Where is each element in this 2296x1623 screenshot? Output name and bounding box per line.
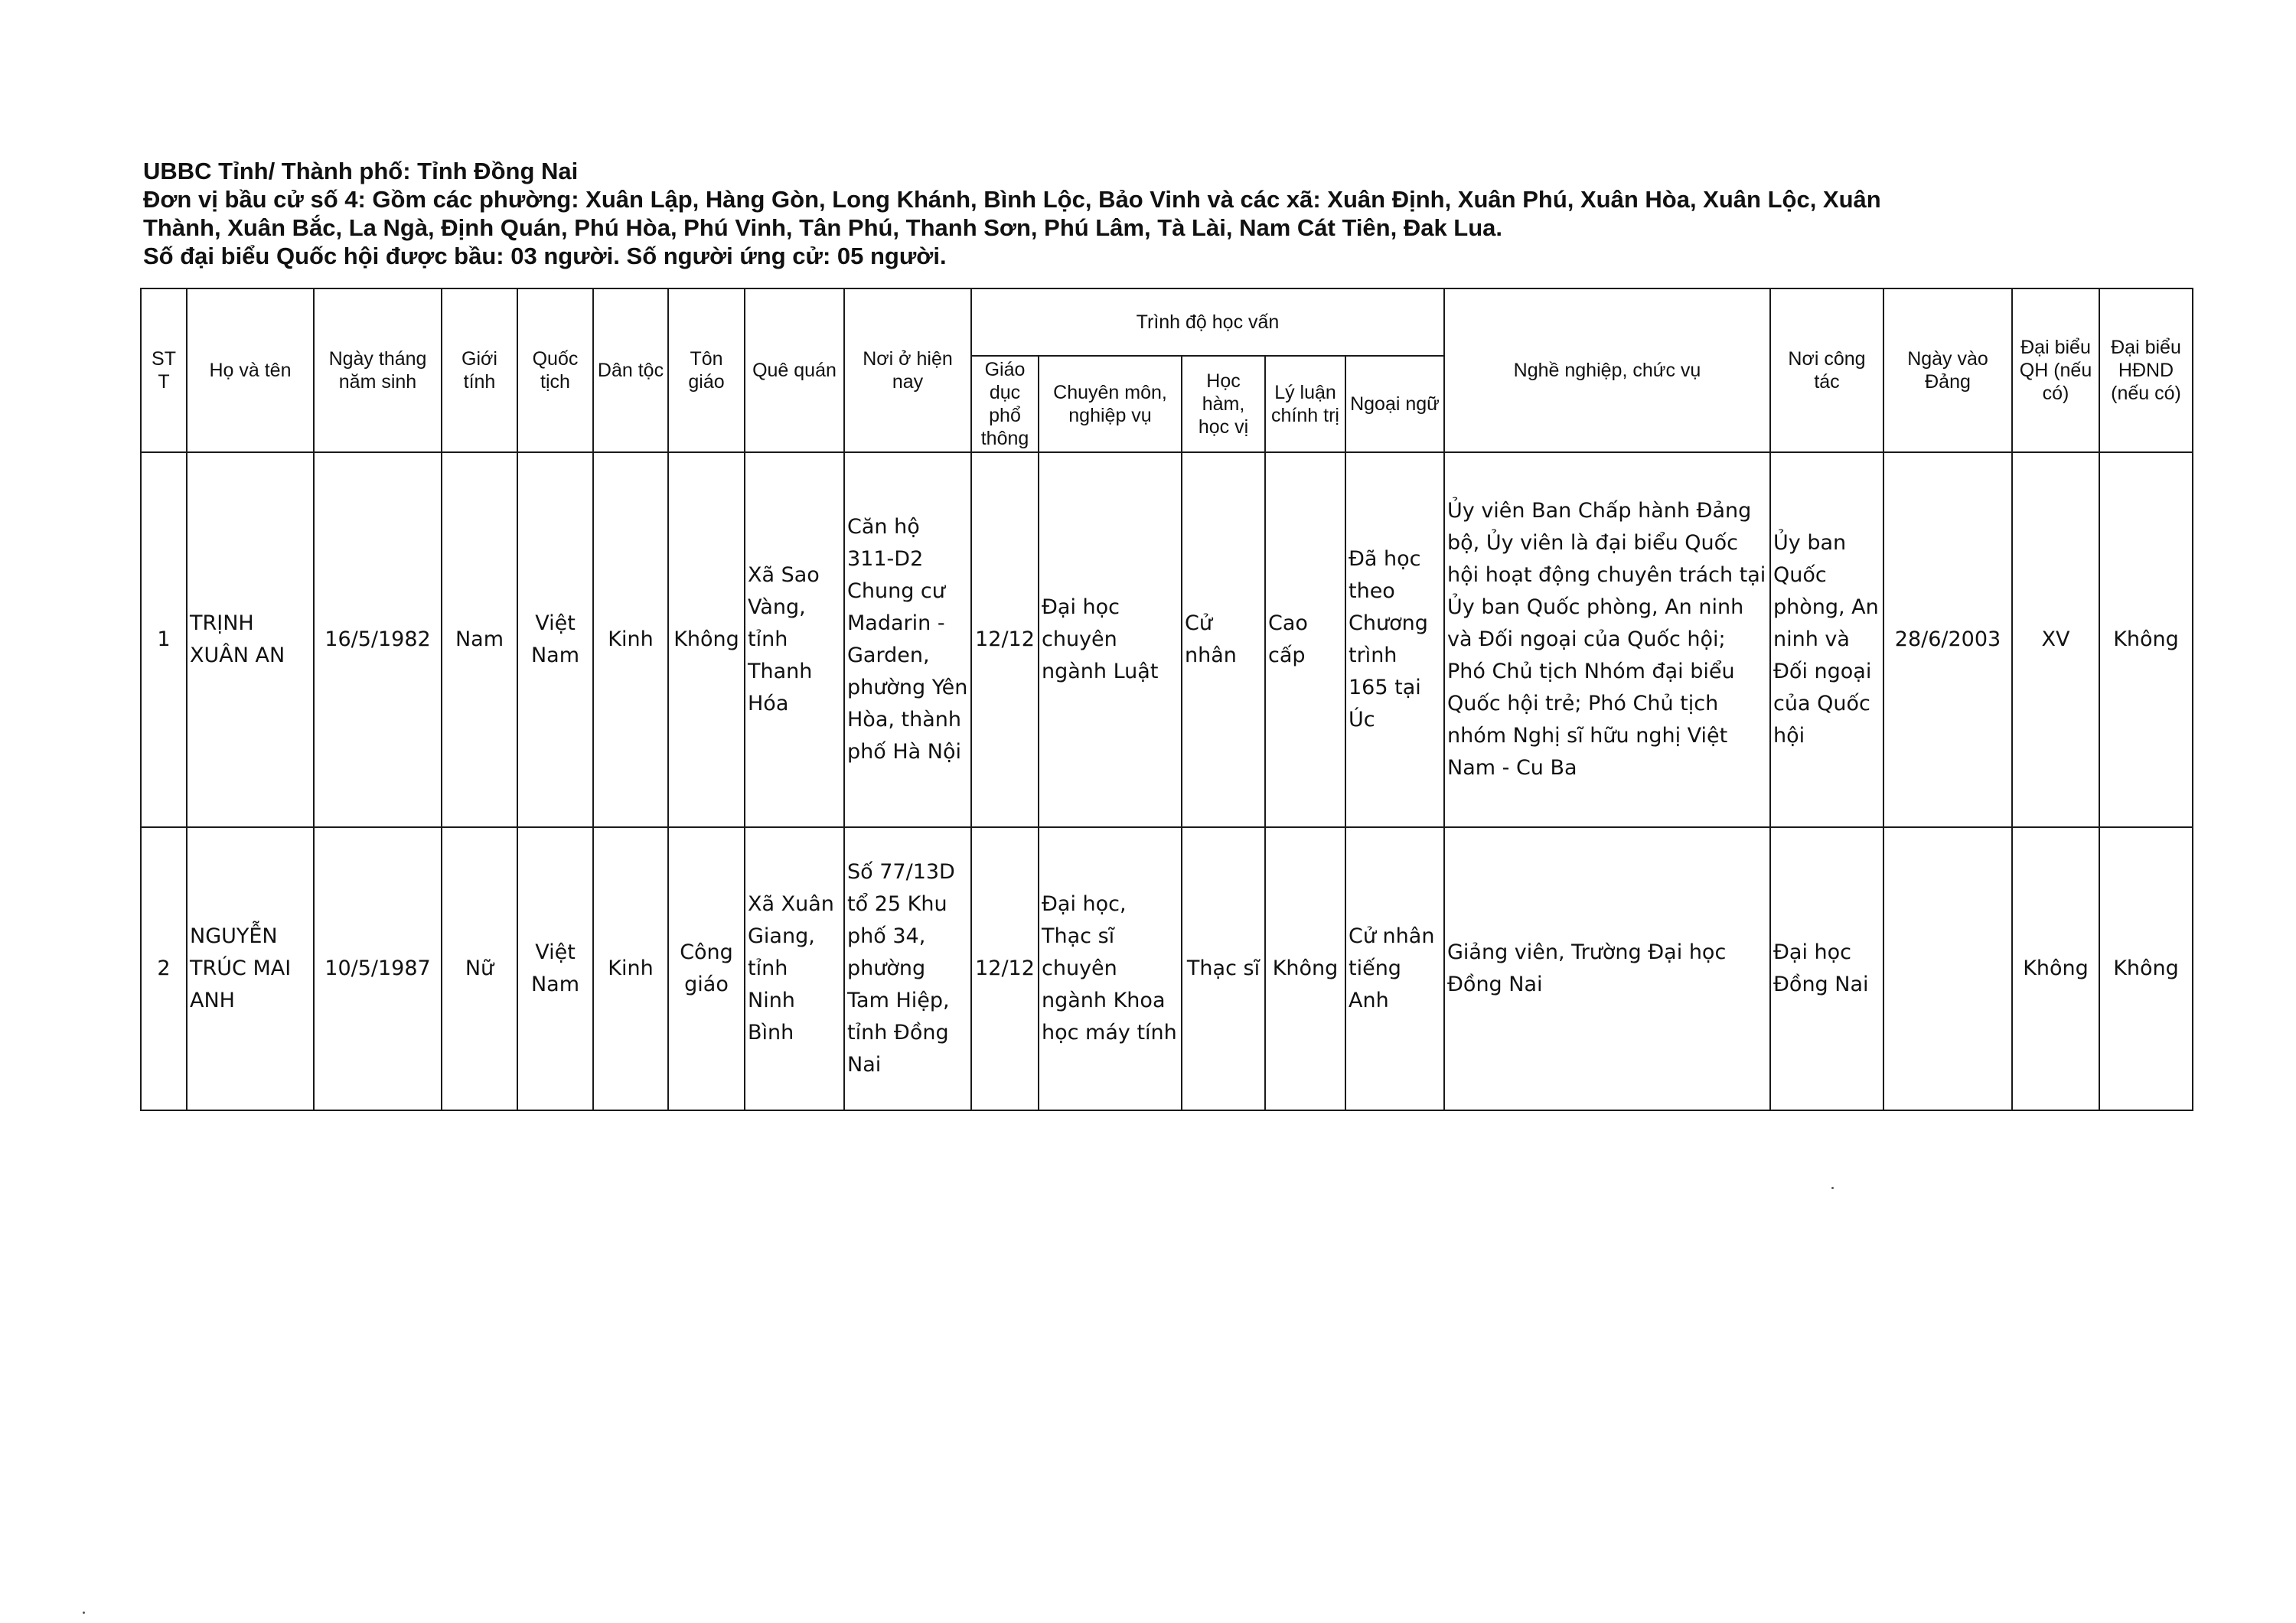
cell-nationality: Việt Nam <box>517 827 593 1110</box>
col-religion: Tôn giáo <box>668 288 745 452</box>
cell-political: Cao cấp <box>1265 452 1345 827</box>
col-name: Họ và tên <box>187 288 314 452</box>
col-workplace: Nơi công tác <box>1770 288 1883 452</box>
cell-degree: Thạc sĩ <box>1182 827 1265 1110</box>
cell-specialty: Đại học chuyên ngành Luật <box>1039 452 1182 827</box>
col-gender: Giới tính <box>442 288 517 452</box>
cell-specialty: Đại học, Thạc sĩ chuyên ngành Khoa học máy tính <box>1039 827 1182 1110</box>
cell-gender: Nữ <box>442 827 517 1110</box>
cell-religion: Không <box>668 452 745 827</box>
cell-hometown: Xã Xuân Giang, tỉnh Ninh Bình <box>745 827 844 1110</box>
col-occupation: Nghề nghiệp, chức vụ <box>1444 288 1770 452</box>
heading-seats: Số đại biểu Quốc hội được bầu: 03 người. Số người ứng cử: 05 người. <box>143 243 947 269</box>
table-row <box>141 827 2193 1110</box>
col-hometown: Quê quán <box>745 288 844 452</box>
cell-stt: 2 <box>141 827 187 1110</box>
cell-ethnicity: Kinh <box>593 452 668 827</box>
cell-general-edu: 12/12 <box>971 452 1039 827</box>
cell-residence: Số 77/13D tổ 25 Khu phố 34, phường Tam Hiệp, tỉnh Đồng Nai <box>844 827 971 1110</box>
col-general-edu: Giáo dục phổ thông <box>971 356 1039 452</box>
col-nationality: Quốc tịch <box>517 288 593 452</box>
cell-pc-delegate: Không <box>2099 452 2193 827</box>
table-row <box>141 452 2193 827</box>
document-heading <box>143 157 2210 270</box>
cell-stt: 1 <box>141 452 187 827</box>
cell-na-delegate: Không <box>2012 827 2099 1110</box>
cell-dob: 16/5/1982 <box>314 452 442 827</box>
cell-pc-delegate: Không <box>2099 827 2193 1110</box>
cell-party-date <box>1883 827 2012 1110</box>
cell-gender: Nam <box>442 452 517 827</box>
cell-na-delegate: XV <box>2012 452 2099 827</box>
cell-ethnicity: Kinh <box>593 827 668 1110</box>
col-education-group: Trình độ học vấn <box>971 288 1444 356</box>
cell-workplace: Đại học Đồng Nai <box>1770 827 1883 1110</box>
cell-name: NGUYỄN TRÚC MAI ANH <box>187 827 314 1110</box>
col-language: Ngoại ngữ <box>1345 356 1444 452</box>
cell-residence: Căn hộ 311-D2 Chung cư Madarin - Garden, phường Yên Hòa, thành phố Hà Nội <box>844 452 971 827</box>
col-political: Lý luận chính trị <box>1265 356 1345 452</box>
cell-degree: Cử nhân <box>1182 452 1265 827</box>
col-party-date: Ngày vào Đảng <box>1883 288 2012 452</box>
col-stt: ST T <box>141 288 187 452</box>
candidate-table <box>140 288 2193 1111</box>
col-degree: Học hàm, học vị <box>1182 356 1265 452</box>
cell-dob: 10/5/1987 <box>314 827 442 1110</box>
cell-language: Đã học theo Chương trình 165 tại Úc <box>1345 452 1444 827</box>
cell-workplace: Ủy ban Quốc phòng, An ninh và Đối ngoại của Quốc hội <box>1770 452 1883 827</box>
heading-unit-cont: Thành, Xuân Bắc, La Ngà, Định Quán, Phú Hòa, Phú Vinh, Tân Phú, Thanh Sơn, Phú Lâm, Tà Lài, Nam Cát Tiên, Đak Lua. <box>143 214 1503 241</box>
heading-province: UBBC Tỉnh/ Thành phố: Tỉnh Đồng Nai <box>143 158 579 184</box>
cell-occupation: Ủy viên Ban Chấp hành Đảng bộ, Ủy viên là đại biểu Quốc hội hoạt động chuyên trách tại Ủy ban Quốc phòng, An ninh và Đối ngoại của Quốc hội; Phó Chủ tịch Nhóm đại biểu Quốc hội trẻ; Phó Chủ tịch nhóm Nghị sĩ hữu nghị Việt Nam - Cu Ba <box>1444 452 1770 827</box>
cell-party-date: 28/6/2003 <box>1883 452 2012 827</box>
col-dob: Ngày tháng năm sinh <box>314 288 442 452</box>
col-na-delegate: Đại biểu QH (nếu có) <box>2012 288 2099 452</box>
col-pc-delegate: Đại biểu HĐND (nếu có) <box>2099 288 2193 452</box>
col-specialty: Chuyên môn, nghiệp vụ <box>1039 356 1182 452</box>
cell-hometown: Xã Sao Vàng, tỉnh Thanh Hóa <box>745 452 844 827</box>
header-row-top <box>141 288 2193 356</box>
col-ethnicity: Dân tộc <box>593 288 668 452</box>
cell-language: Cử nhân tiếng Anh <box>1345 827 1444 1110</box>
cell-religion: Công giáo <box>668 827 745 1110</box>
cell-political: Không <box>1265 827 1345 1110</box>
scan-speck <box>1831 1187 1834 1189</box>
col-residence: Nơi ở hiện nay <box>844 288 971 452</box>
cell-name: TRỊNH XUÂN AN <box>187 452 314 827</box>
cell-occupation: Giảng viên, Trường Đại học Đồng Nai <box>1444 827 1770 1110</box>
scan-speck <box>83 1612 85 1614</box>
cell-nationality: Việt Nam <box>517 452 593 827</box>
heading-unit: Đơn vị bầu cử số 4: Gồm các phường: Xuân Lập, Hàng Gòn, Long Khánh, Bình Lộc, Bảo Vinh và các xã: Xuân Định, Xuân Phú, Xuân Hòa, Xuân Lộc, Xuân <box>143 186 1881 213</box>
cell-general-edu: 12/12 <box>971 827 1039 1110</box>
